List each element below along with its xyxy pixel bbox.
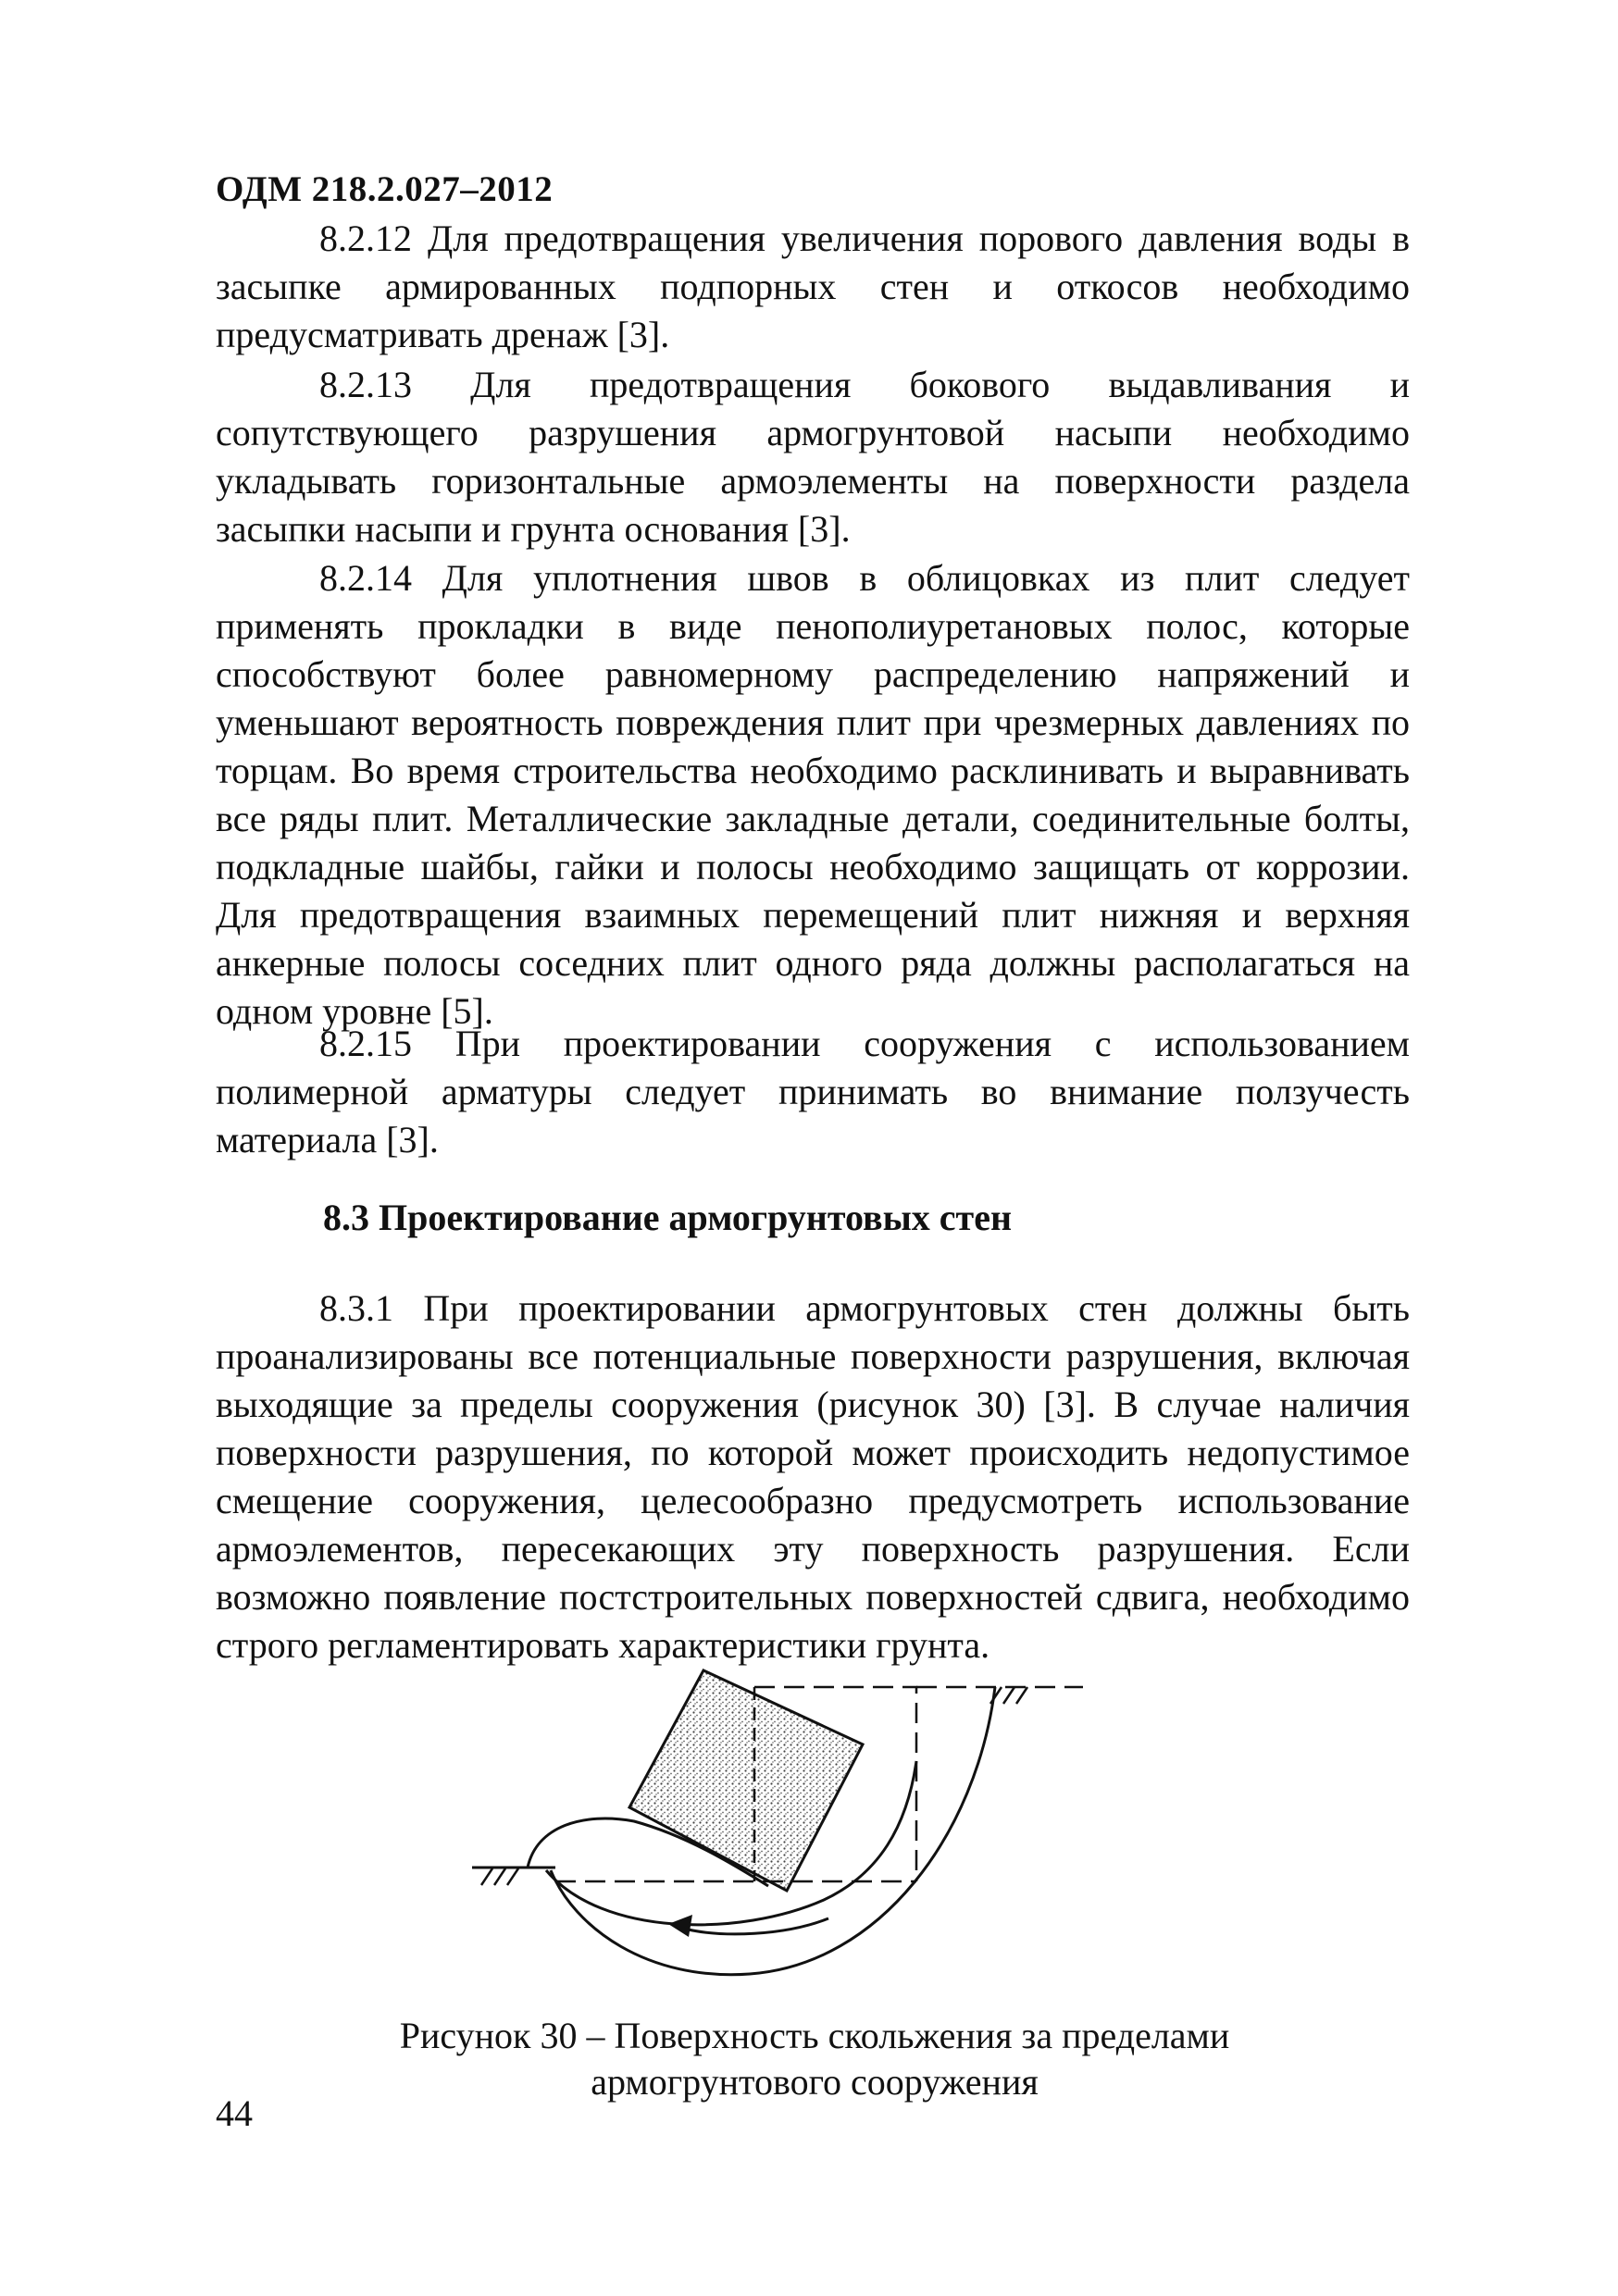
paragraph-8-3-1: 8.3.1 При проектировании армогрунтовых стен должны быть проанализированы все потенциальные поверхности разрушения, включая выходящие за пределы сооружения (рисунок 30) [3]. В случае наличия поверхности разрушения, по которой может происходить недопустимое смещение сооружения, целесообразно предусмотреть использование армоэлементов, пересекающих эту поверхность разрушения. Если возможно появление постстроительных поверхностей сдвига, необходимо строго регламентировать характеристики грунта. — [216, 1287, 1410, 1666]
slip-surface-diagram — [472, 1659, 1101, 1992]
left-ground-hatch — [481, 1868, 518, 1885]
paragraph-8-2-14: 8.2.14 Для уплотнения швов в облицовках из плит следует применять прокладки в виде пенополиуретановых полос, которые способствуют более равномерному распределению напряжений и уменьшают вероятность повреждения плит при чрезмерных давлениях по торцам. Во время строительства необходимо расклинивать и выравнивать все ряды плит. Металлические закладные детали, соединительные болты, подкладные шайбы, гайки и полосы необходимо защищать от коррозии. Для предотвращения взаимных перемещений плит нижняя и верхняя анкерные полосы соседних плит одного ряда должны располагаться на одном уровне [5]. — [216, 557, 1410, 1032]
movement-arrow-head — [668, 1915, 692, 1937]
page-number: 44 — [216, 2092, 253, 2134]
document-code-header: ОДМ 218.2.027–2012 — [216, 169, 554, 209]
paragraph-8-2-15: 8.2.15 При проектировании сооружения с использованием полимерной арматуры следует принимать во внимание ползучесть материала [3]. — [216, 1023, 1410, 1160]
paragraph-8-2-13: 8.2.13 Для предотвращения бокового выдавливания и сопутствующего разрушения армогрунтовой насыпи необходимо укладывать горизонтальные армоэлементы на поверхности раздела засыпки насыпи и грунта основания [3]. — [216, 364, 1410, 550]
figure-slip-surface — [472, 1659, 1101, 1992]
figure-caption-line-1: Рисунок 30 – Поверхность скольжения за пределами — [399, 2015, 1230, 2056]
tilted-soil-block — [629, 1670, 863, 1891]
section-heading: 8.3 Проектирование армогрунтовых стен — [323, 1197, 1013, 1238]
figure-caption — [352, 2013, 1277, 2105]
figure-caption-line-2: армогрунтового сооружения — [591, 2061, 1039, 2103]
paragraph-8-2-12: 8.2.12 Для предотвращения увеличения порового давления воды в засыпке армированных подпорных стен и откосов необходимо предусматривать дренаж [3]. — [216, 217, 1410, 355]
